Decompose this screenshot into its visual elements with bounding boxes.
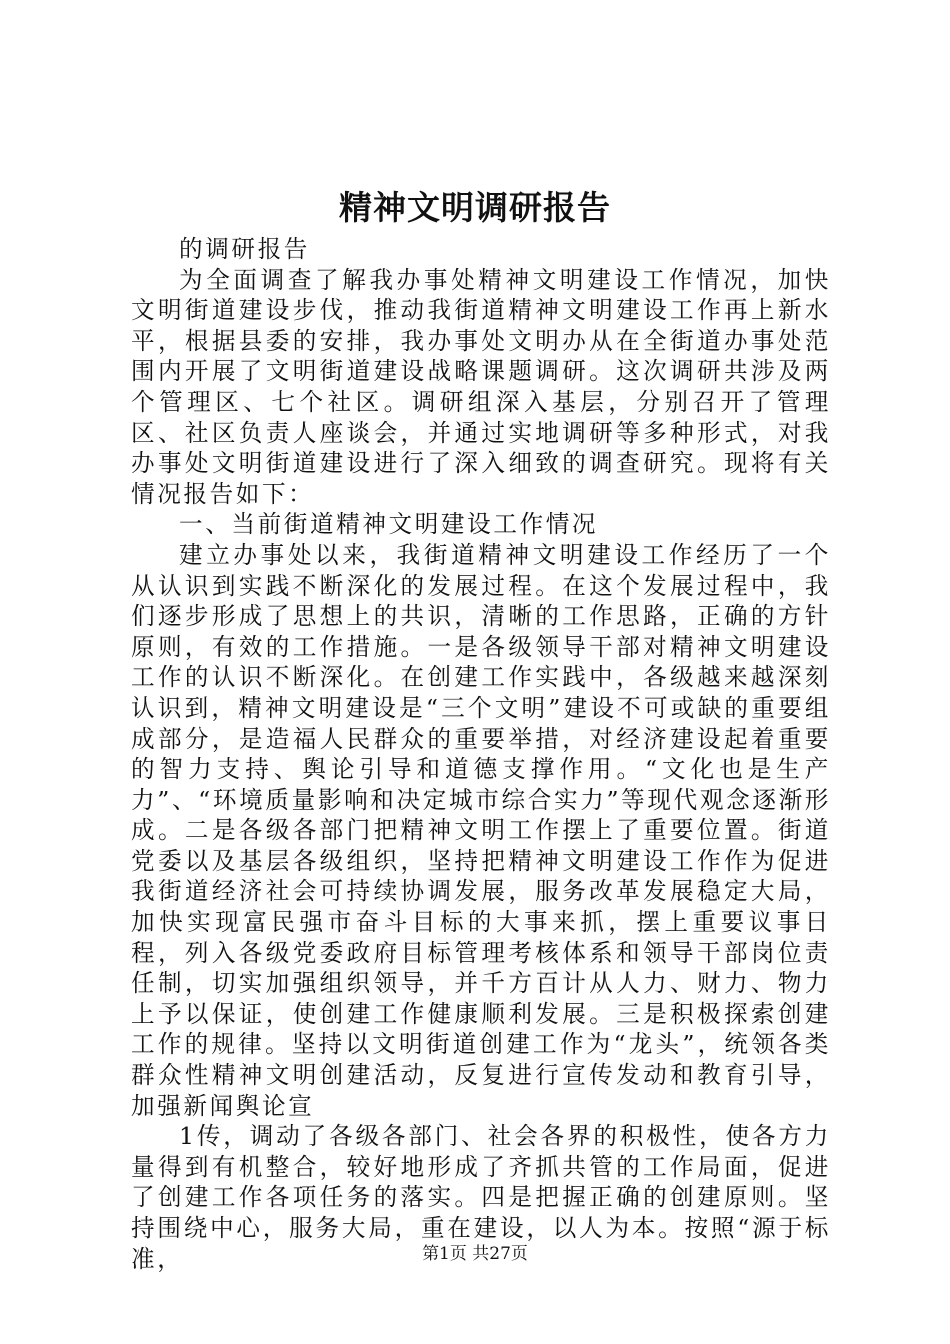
document-title: 精神文明调研报告 bbox=[339, 188, 611, 227]
paragraph-continued: 1传，调动了各级各部门、社会各界的积极性，使各方力量得到有机整合，较好地形成了齐抓共管的工作局面，促进了创建工作各项任务的落实。四是把握正确的创建原则。坚持围绕中心，服务大局，重在建设，以人为本。按照“源于标准， bbox=[131, 1122, 831, 1273]
paragraph-intro: 为全面调查了解我办事处精神文明建设工作情况，加快文明街道建设步伐，推动我街道精神文明建设工作再上新水平，根据县委的安排，我办事处文明办从在全街道办事处范围内开展了文明街道建设战略课题调研。这次调研共涉及两个管理区、七个社区。调研组深入基层，分别召开了管理区、社区负责人座谈会，并通过实地调研等多种形式，对我办事处文明街道建设进行了深入细致的调查研究。现将有关情况报告如下： bbox=[131, 265, 831, 508]
paragraph-body: 建立办事处以来，我街道精神文明建设工作经历了一个从认识到实践不断深化的发展过程。在这个发展过程中，我们逐步形成了思想上的共识，清晰的工作思路，正确的方针原则，有效的工作措施。一是各级领导干部对精神文明建设工作的认识不断深化。在创建工作实践中，各级越来越深刻认识到，精神文明建设是“三个文明”建设不可或缺的重要组成部分，是造福人民群众的重要举措，对经济建设起着重要的智力支持、舆论引导和道德支撑作用。“文化也是生产力”、“环境质量影响和决定城市综合实力”等现代观念逐渐形成。二是各级各部门把精神文明工作摆上了重要位置。街道党委以及基层各级组织，坚持把精神文明建设工作作为促进我街道经济社会可持续协调发展，服务改革发展稳定大局，加快实现富民强市奋斗目标的大事来抓，摆上重要议事日程，列入各级党委政府目标管理考核体系和领导干部岗位责任制，切实加强组织领导，并千方百计从人力、财力、物力上予以保证，使创建工作健康顺利发展。三是积极探索创建工作的规律。坚持以文明街道创建工作为“龙头”，统领各类群众性精神文明创建活动，反复进行宣传发动和教育引导，加强新闻舆论宣 bbox=[131, 540, 831, 1120]
section-heading: 一、当前街道精神文明建设工作情况 bbox=[179, 510, 599, 539]
document-body bbox=[131, 234, 831, 1274]
page-number-footer: 第1页 共27页 bbox=[422, 1244, 528, 1264]
paragraph-subtitle: 的调研报告 bbox=[179, 235, 310, 263]
